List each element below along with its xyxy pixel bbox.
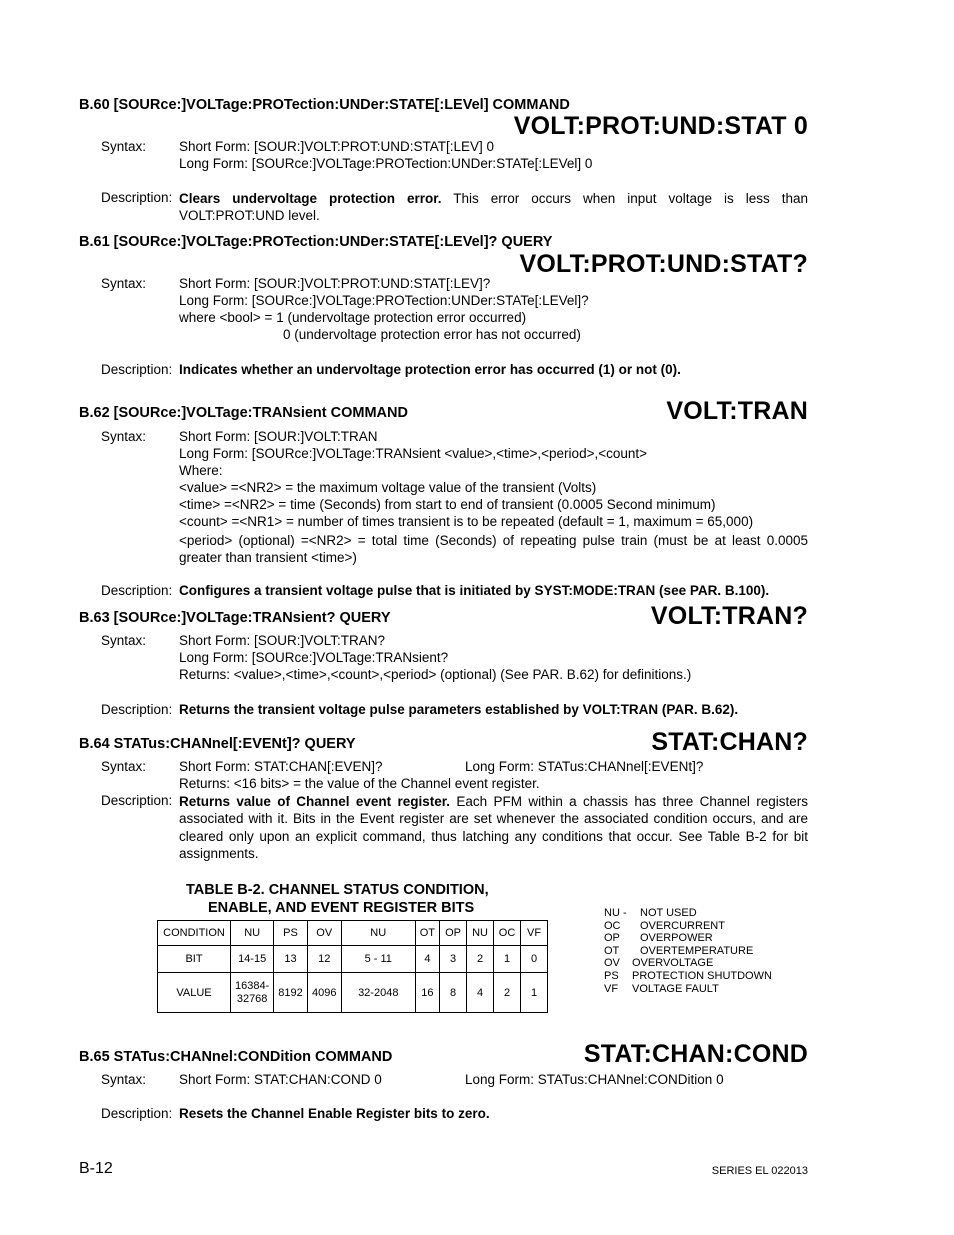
section-b64-command: STAT:CHAN? — [651, 728, 808, 756]
description-text — [179, 190, 808, 225]
description-label: Description: — [101, 793, 173, 808]
table-cell: 8192 — [274, 973, 307, 1013]
param-time: <time> =<NR2> = time (Seconds) from start to end of transient (0.0005 Second minimum) — [179, 497, 716, 512]
section-b62-command: VOLT:TRAN — [666, 397, 808, 425]
table-cell: 14-15 — [231, 946, 274, 973]
table-cell: 4 — [415, 946, 439, 973]
table-row-value — [158, 973, 548, 1013]
where-label: Where: — [179, 463, 223, 478]
table-cell: OV — [307, 921, 341, 946]
syntax-label: Syntax: — [101, 276, 147, 291]
table-cell: 5 - 11 — [341, 946, 415, 973]
table-caption-line1: TABLE B-2. CHANNEL STATUS CONDITION, — [186, 882, 489, 898]
table-cell: 4 — [467, 973, 494, 1013]
param-value: <value> =<NR2> = the maximum voltage value of the transient (Volts) — [179, 480, 597, 495]
series-label: SERIES EL 022013 — [711, 1165, 808, 1177]
section-b62-heading: B.62 [SOURce:]VOLTage:TRANsient COMMAND — [79, 405, 408, 421]
table-cell: 1 — [494, 946, 521, 973]
table-cell: 3 — [440, 946, 467, 973]
table-cell: OT — [415, 921, 439, 946]
table-caption-line2: ENABLE, AND EVENT REGISTER BITS — [208, 900, 475, 916]
table-cell: 16 — [415, 973, 439, 1013]
section-b60-command: VOLT:PROT:UND:STAT 0 — [513, 112, 808, 140]
table-cell: 4096 — [307, 973, 341, 1013]
register-bits-table — [157, 920, 548, 1013]
description-text: Resets the Channel Enable Register bits to zero. — [179, 1106, 490, 1121]
syntax-label: Syntax: — [101, 633, 147, 648]
description-label: Description: — [101, 583, 173, 598]
description-bold: Clears undervoltage protection error. — [179, 191, 442, 206]
table-cell: VF — [521, 921, 548, 946]
abbreviation-legend — [604, 907, 772, 995]
table-cell: 12 — [307, 946, 341, 973]
description-label: Description: — [101, 190, 173, 205]
section-b65-command: STAT:CHAN:COND — [583, 1040, 808, 1068]
table-row-bit — [158, 946, 548, 973]
description-text: Configures a transient voltage pulse that is initiated by SYST:MODE:TRAN (see PAR. B.100). — [179, 583, 770, 598]
long-form: Long Form: STATus:CHANnel:CONDition 0 — [465, 1072, 724, 1087]
legend-item: PS PROTECTION SHUTDOWN — [604, 969, 772, 982]
long-form: Long Form: [SOURce:]VOLTage:TRANsient? — [179, 650, 449, 665]
short-form: Short Form: [SOUR:]VOLT:TRAN — [179, 429, 378, 444]
section-b65-heading: B.65 STATus:CHANnel:CONDition COMMAND — [79, 1049, 393, 1065]
short-form: Short Form: [SOUR:]VOLT:TRAN? — [179, 633, 386, 648]
description-label: Description: — [101, 702, 173, 717]
where-bool-0: 0 (undervoltage protection error has not occurred) — [283, 327, 581, 342]
where-bool-1: where <bool> = 1 (undervoltage protection error occurred) — [179, 310, 527, 325]
section-b60-heading: B.60 [SOURce:]VOLTage:PROTection:UNDer:STATE[:LEVel] COMMAND — [79, 97, 570, 113]
table-cell: NU — [341, 921, 415, 946]
syntax-label: Syntax: — [101, 429, 147, 444]
table-header-row — [158, 921, 548, 946]
syntax-label: Syntax: — [101, 139, 147, 154]
section-b61-heading: B.61 [SOURce:]VOLTage:PROTection:UNDer:STATE[:LEVel]? QUERY — [79, 234, 553, 250]
section-b61-command: VOLT:PROT:UND:STAT? — [519, 250, 808, 278]
description-text: Returns the transient voltage pulse parameters established by VOLT:TRAN (PAR. B.62). — [179, 702, 739, 717]
section-b64-heading: B.64 STATus:CHANnel[:EVENt]? QUERY — [79, 736, 356, 752]
table-cell: 1 — [521, 973, 548, 1013]
short-form: Short Form: [SOUR:]VOLT:PROT:UND:STAT[:LEV] 0 — [179, 139, 495, 154]
table-cell: NU — [467, 921, 494, 946]
table-cell: OP — [440, 921, 467, 946]
table-cell: VALUE — [158, 973, 231, 1013]
table-cell: PS — [274, 921, 307, 946]
short-form: Short Form: [SOUR:]VOLT:PROT:UND:STAT[:LEV]? — [179, 276, 491, 291]
param-count: <count> =<NR1> = number of times transient is to be repeated (default = 1, maximum = 65,000) — [179, 514, 754, 529]
section-b63-heading: B.63 [SOURce:]VOLTage:TRANsient? QUERY — [79, 610, 391, 626]
legend-item: NU - NOT USED — [604, 907, 697, 919]
description-label: Description: — [101, 362, 173, 377]
table-cell: 32-2048 — [341, 973, 415, 1013]
table-cell: CONDITION — [158, 921, 231, 946]
description-rest: Each PFM within a chassis has three Channel registers associated with it. Bits in the Event register are set whenever the associated condition occurs, and are cleared only upon an explicit command, thus latching any conditions that occur. See Table B-2 for bit assignments. — [179, 794, 808, 861]
table-cell: 2 — [494, 973, 521, 1013]
long-form: Long Form: [SOURce:]VOLTage:PROTection:UNDer:STATe[:LEVel] 0 — [179, 156, 593, 171]
legend-item: OC OVERCURRENT — [604, 919, 725, 932]
short-form: Short Form: STAT:CHAN[:EVEN]? — [179, 759, 383, 774]
description-text: Indicates whether an undervoltage protection error has occurred (1) or not (0). — [179, 362, 681, 377]
description-rest: This error occurs when input voltage is less than VOLT:PROT:UND level. — [179, 191, 808, 224]
table-cell: BIT — [158, 946, 231, 973]
legend-item: OV OVERVOLTAGE — [604, 957, 714, 970]
table-cell: 16384- 32768 — [231, 973, 274, 1013]
returns-text: Returns: <16 bits> = the value of the Channel event register. — [179, 776, 540, 791]
syntax-label: Syntax: — [101, 1072, 147, 1087]
description-bold: Returns value of Channel event register. — [179, 794, 451, 809]
long-form: Long Form: STATus:CHANnel[:EVENt]? — [465, 759, 704, 774]
param-period: <period> (optional) =<NR2> = total time (Seconds) of repeating pulse train (must be at least 0.0005 greater than transient <time>) — [179, 533, 808, 566]
syntax-label: Syntax: — [101, 759, 147, 774]
page-number: B-12 — [79, 1160, 113, 1177]
table-cell: 8 — [440, 973, 467, 1013]
table-cell: 13 — [274, 946, 307, 973]
legend-item: OT OVERTEMPERATURE — [604, 944, 754, 957]
short-form: Short Form: STAT:CHAN:COND 0 — [179, 1072, 382, 1087]
table-cell: OC — [494, 921, 521, 946]
table-cell: 2 — [467, 946, 494, 973]
legend-item: OP OVERPOWER — [604, 932, 713, 945]
legend-item: VF VOLTAGE FAULT — [604, 982, 719, 995]
table-cell: 0 — [521, 946, 548, 973]
description-label: Description: — [101, 1106, 173, 1121]
section-b63-command: VOLT:TRAN? — [650, 602, 808, 630]
long-form: Long Form: [SOURce:]VOLTage:TRANsient <value>,<time>,<period>,<count> — [179, 446, 647, 461]
table-cell: NU — [231, 921, 274, 946]
long-form: Long Form: [SOURce:]VOLTage:PROTection:UNDer:STATe[:LEVel]? — [179, 293, 589, 308]
returns-text: Returns: <value>,<time>,<count>,<period> (optional) (See PAR. B.62) for definitions.) — [179, 667, 692, 682]
description-text — [179, 793, 808, 862]
